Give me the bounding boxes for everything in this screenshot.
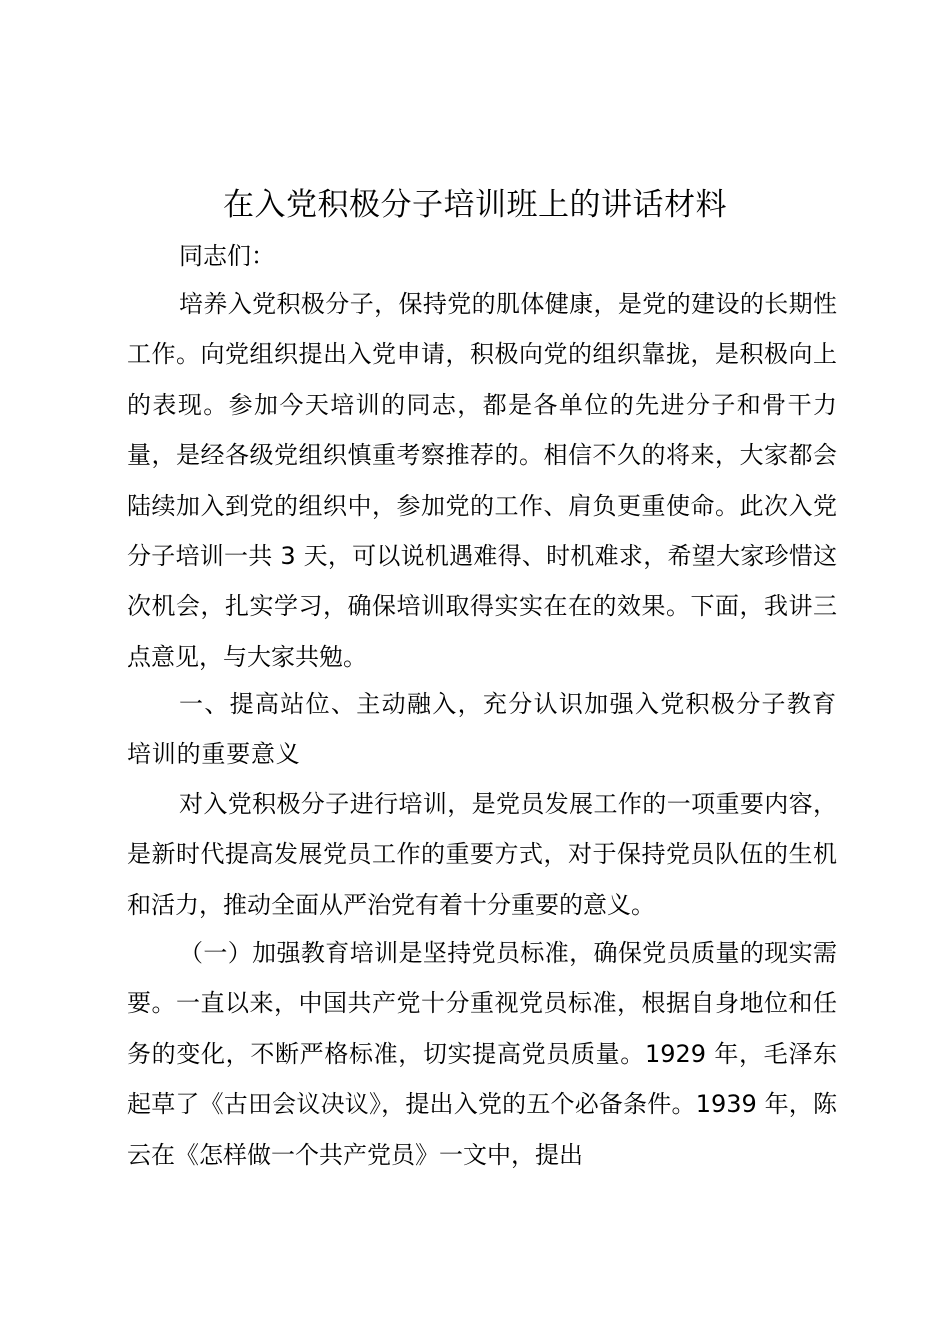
document-title: 在入党积极分子培训班上的讲话材料	[223, 187, 727, 223]
salutation: 同志们：	[179, 242, 275, 270]
paragraph-3: （一）加强教育培训是坚持党员标准，确保党员质量的现实需要。一直以来，中国共产党十分重视党员标准，根据自身地位和任务的变化，不断严格标准，切实提高党员质量。1929 年，毛泽东起草了《古田会议决议》，提出入党的五个必备条件。1939 年，陈云在《怎样做一个共产党员》一文中，提出	[127, 939, 837, 1169]
paragraph-2: 对入党积极分子进行培训，是党员发展工作的一项重要内容，是新时代提高发展党员工作的重要方式，对于保持党员队伍的生机和活力，推动全面从严治党有着十分重要的意义。	[127, 790, 837, 919]
paragraph-intro: 培养入党积极分子，保持党的肌体健康，是党的建设的长期性工作。向党组织提出入党申请，积极向党的组织靠拢，是积极向上的表现。参加今天培训的同志，都是各单位的先进分子和骨干力量，是经各级党组织慎重考察推荐的。相信不久的将来，大家都会陆续加入到党的组织中，参加党的工作、肩负更重使命。此次入党分子培训一共 3 天，可以说机遇难得、时机难求，希望大家珍惜这次机会，扎实学习，确保培训取得实实在在的效果。下面，我讲三点意见，与大家共勉。	[127, 290, 837, 671]
section-heading-1: 一、提高站位、主动融入，充分认识加强入党积极分子教育培训的重要意义	[127, 690, 837, 769]
